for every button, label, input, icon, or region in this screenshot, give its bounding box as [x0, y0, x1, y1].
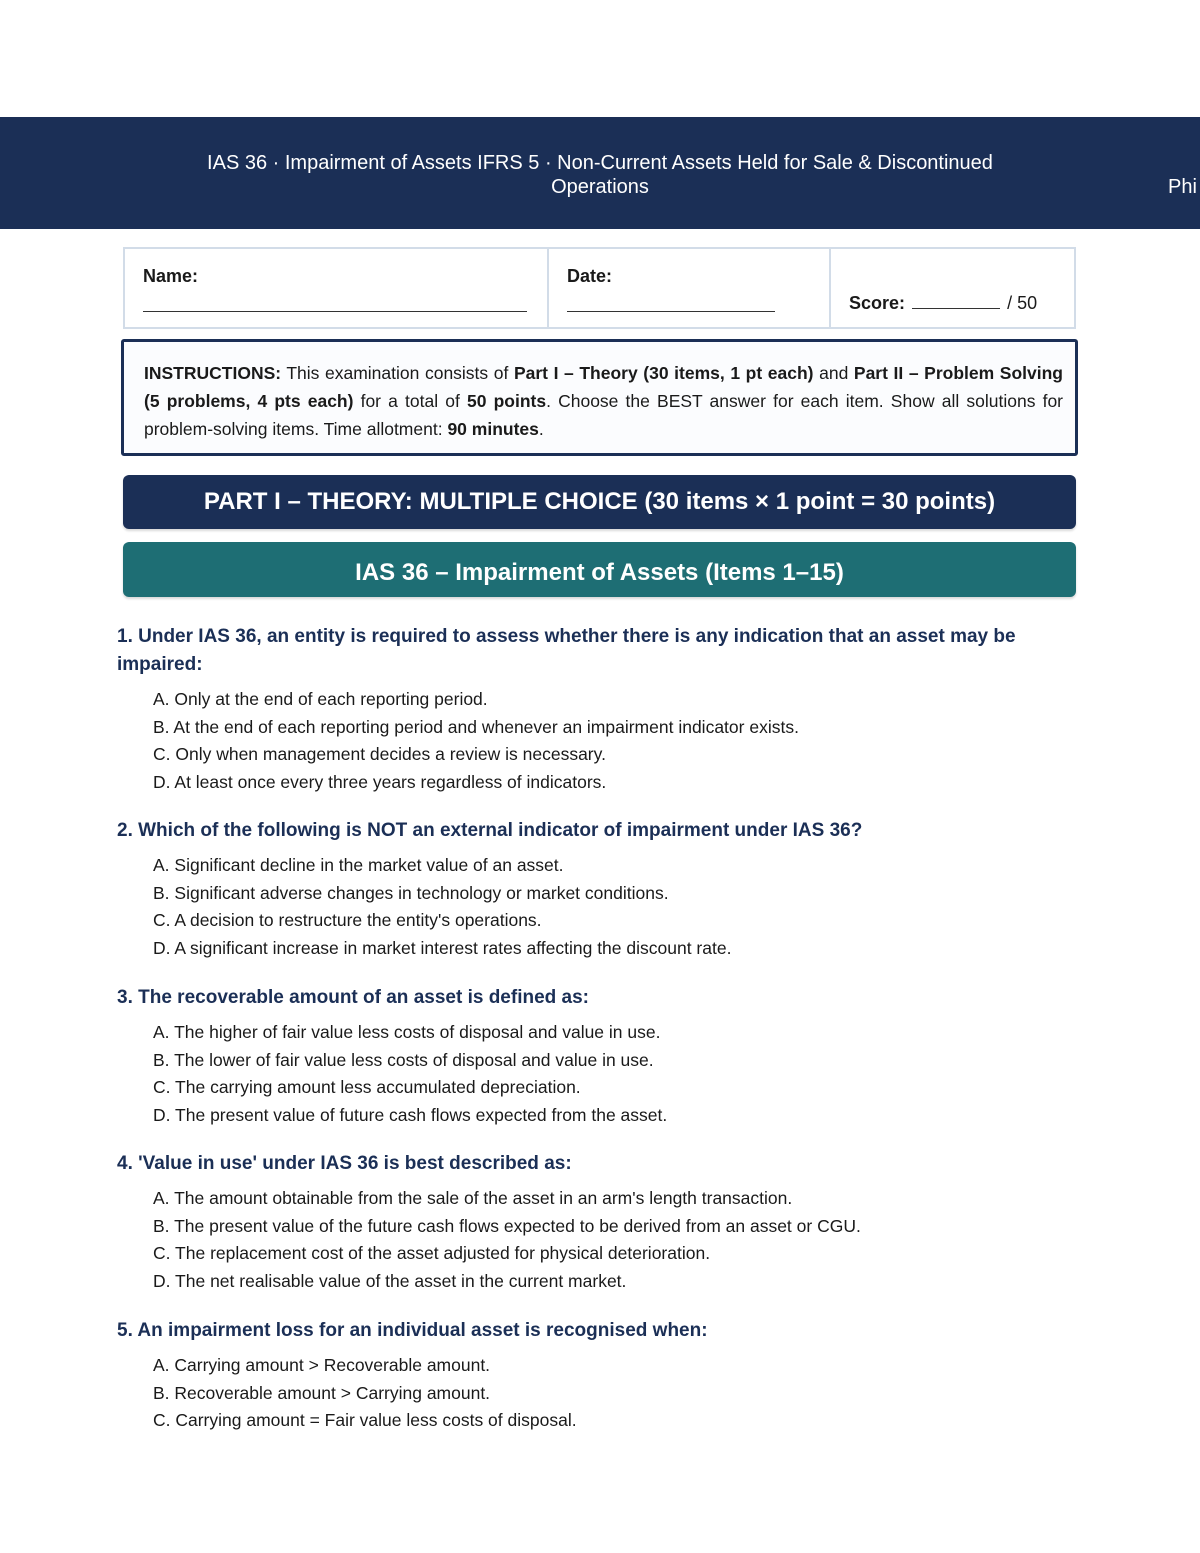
question-item: [117, 984, 1077, 1129]
header-banner: [0, 117, 1200, 229]
question-item: [117, 1317, 1077, 1435]
score-total: / 50: [1007, 293, 1038, 313]
answer-option[interactable]: D. The net realisable value of the asset in the current market.: [153, 1270, 627, 1291]
section-heading: IAS 36 – Impairment of Assets (Items 1–15): [123, 542, 1076, 597]
answer-option[interactable]: C. Carrying amount = Fair value less costs of disposal.: [153, 1410, 577, 1430]
question-stem: 5. An impairment loss for an individual asset is recognised when:: [117, 1320, 708, 1341]
instructions-text-2: and: [813, 363, 854, 383]
score-label: Score:: [849, 293, 906, 313]
answer-option[interactable]: A. Only at the end of each reporting period.: [153, 689, 488, 709]
answer-option[interactable]: B. At the end of each reporting period and whenever an impairment indicator exists.: [153, 716, 799, 737]
name-cell: [125, 249, 549, 327]
instructions-text-4: . Choose the BEST answer for each item. Show all solutions for problem-solving items. Time allotment:: [144, 391, 1064, 439]
answer-option[interactable]: C. A decision to restructure the entity's operations.: [153, 910, 542, 930]
answer-option[interactable]: D. At least once every three years regardless of indicators.: [153, 771, 607, 792]
instructions-text-3: for a total of: [353, 391, 467, 411]
answer-options: [153, 1185, 1077, 1295]
exam-title: IAS 36 · Impairment of Assets IFRS 5 · Non-Current Assets Held for Sale & Discontinued Operations: [207, 152, 993, 198]
instructions-label: INSTRUCTIONS:: [144, 363, 282, 383]
student-info-table: [123, 247, 1076, 329]
instructions-time: 90 minutes: [447, 419, 539, 439]
answer-option[interactable]: B. The lower of fair value less costs of disposal and value in use.: [153, 1049, 654, 1070]
question-item: [117, 817, 1077, 962]
answer-options: [153, 1352, 1077, 1435]
answer-options: [153, 852, 1077, 962]
answer-option[interactable]: A. The amount obtainable from the sale of the asset in an arm's length transaction.: [153, 1188, 793, 1208]
score-row: [849, 292, 1037, 313]
answer-option[interactable]: B. Significant adverse changes in technology or market conditions.: [153, 882, 669, 903]
instructions-total-points: 50 points: [466, 391, 547, 411]
header-right-text: Phi: [1168, 176, 1197, 198]
date-field[interactable]: [567, 311, 775, 312]
answer-option[interactable]: C. Only when management decides a review is necessary.: [153, 744, 606, 764]
question-stem: 1. Under IAS 36, an entity is required to assess whether there is any indication that an asset may be impaired:: [117, 626, 1016, 675]
answer-option[interactable]: A. The higher of fair value less costs of disposal and value in use.: [153, 1022, 661, 1042]
instructions-part-two: Part II – Problem Solving (5 problems, 4 pts each): [144, 363, 1063, 411]
name-label: Name:: [143, 266, 199, 286]
question-item: [117, 623, 1077, 796]
answer-option[interactable]: A. Carrying amount > Recoverable amount.: [153, 1355, 491, 1375]
question-stem: 4. 'Value in use' under IAS 36 is best described as:: [117, 1153, 572, 1174]
answer-option[interactable]: D. A significant increase in market interest rates affecting the discount rate.: [153, 937, 732, 958]
answer-option[interactable]: B. Recoverable amount > Carrying amount.: [153, 1382, 491, 1403]
answer-option[interactable]: C. The carrying amount less accumulated depreciation.: [153, 1077, 581, 1097]
score-cell: [831, 249, 1074, 327]
instructions-part-one: Part I – Theory (30 items, 1 pt each): [513, 363, 814, 383]
answer-option[interactable]: A. Significant decline in the market value of an asset.: [153, 855, 564, 875]
answer-option[interactable]: C. The replacement cost of the asset adjusted for physical deterioration.: [153, 1243, 711, 1263]
part-heading: PART I – THEORY: MULTIPLE CHOICE (30 items × 1 point = 30 points): [123, 475, 1076, 529]
answer-option[interactable]: D. The present value of future cash flows expected from the asset.: [153, 1104, 668, 1125]
instructions-text-1: This examination consists of: [281, 363, 514, 383]
instructions-text-5: .: [538, 419, 544, 439]
name-field[interactable]: [143, 311, 527, 312]
question-stem: 2. Which of the following is NOT an external indicator of impairment under IAS 36?: [117, 820, 863, 841]
answer-option[interactable]: B. The present value of the future cash flows expected to be derived from an asset or CGU.: [153, 1215, 861, 1236]
date-label: Date:: [567, 266, 613, 286]
instructions-box: [121, 339, 1078, 456]
date-cell: [549, 249, 831, 327]
answer-options: [153, 1019, 1077, 1129]
score-field[interactable]: [912, 292, 1000, 309]
question-stem: 3. The recoverable amount of an asset is defined as:: [117, 987, 589, 1008]
answer-options: [153, 686, 1077, 796]
question-item: [117, 1150, 1077, 1295]
